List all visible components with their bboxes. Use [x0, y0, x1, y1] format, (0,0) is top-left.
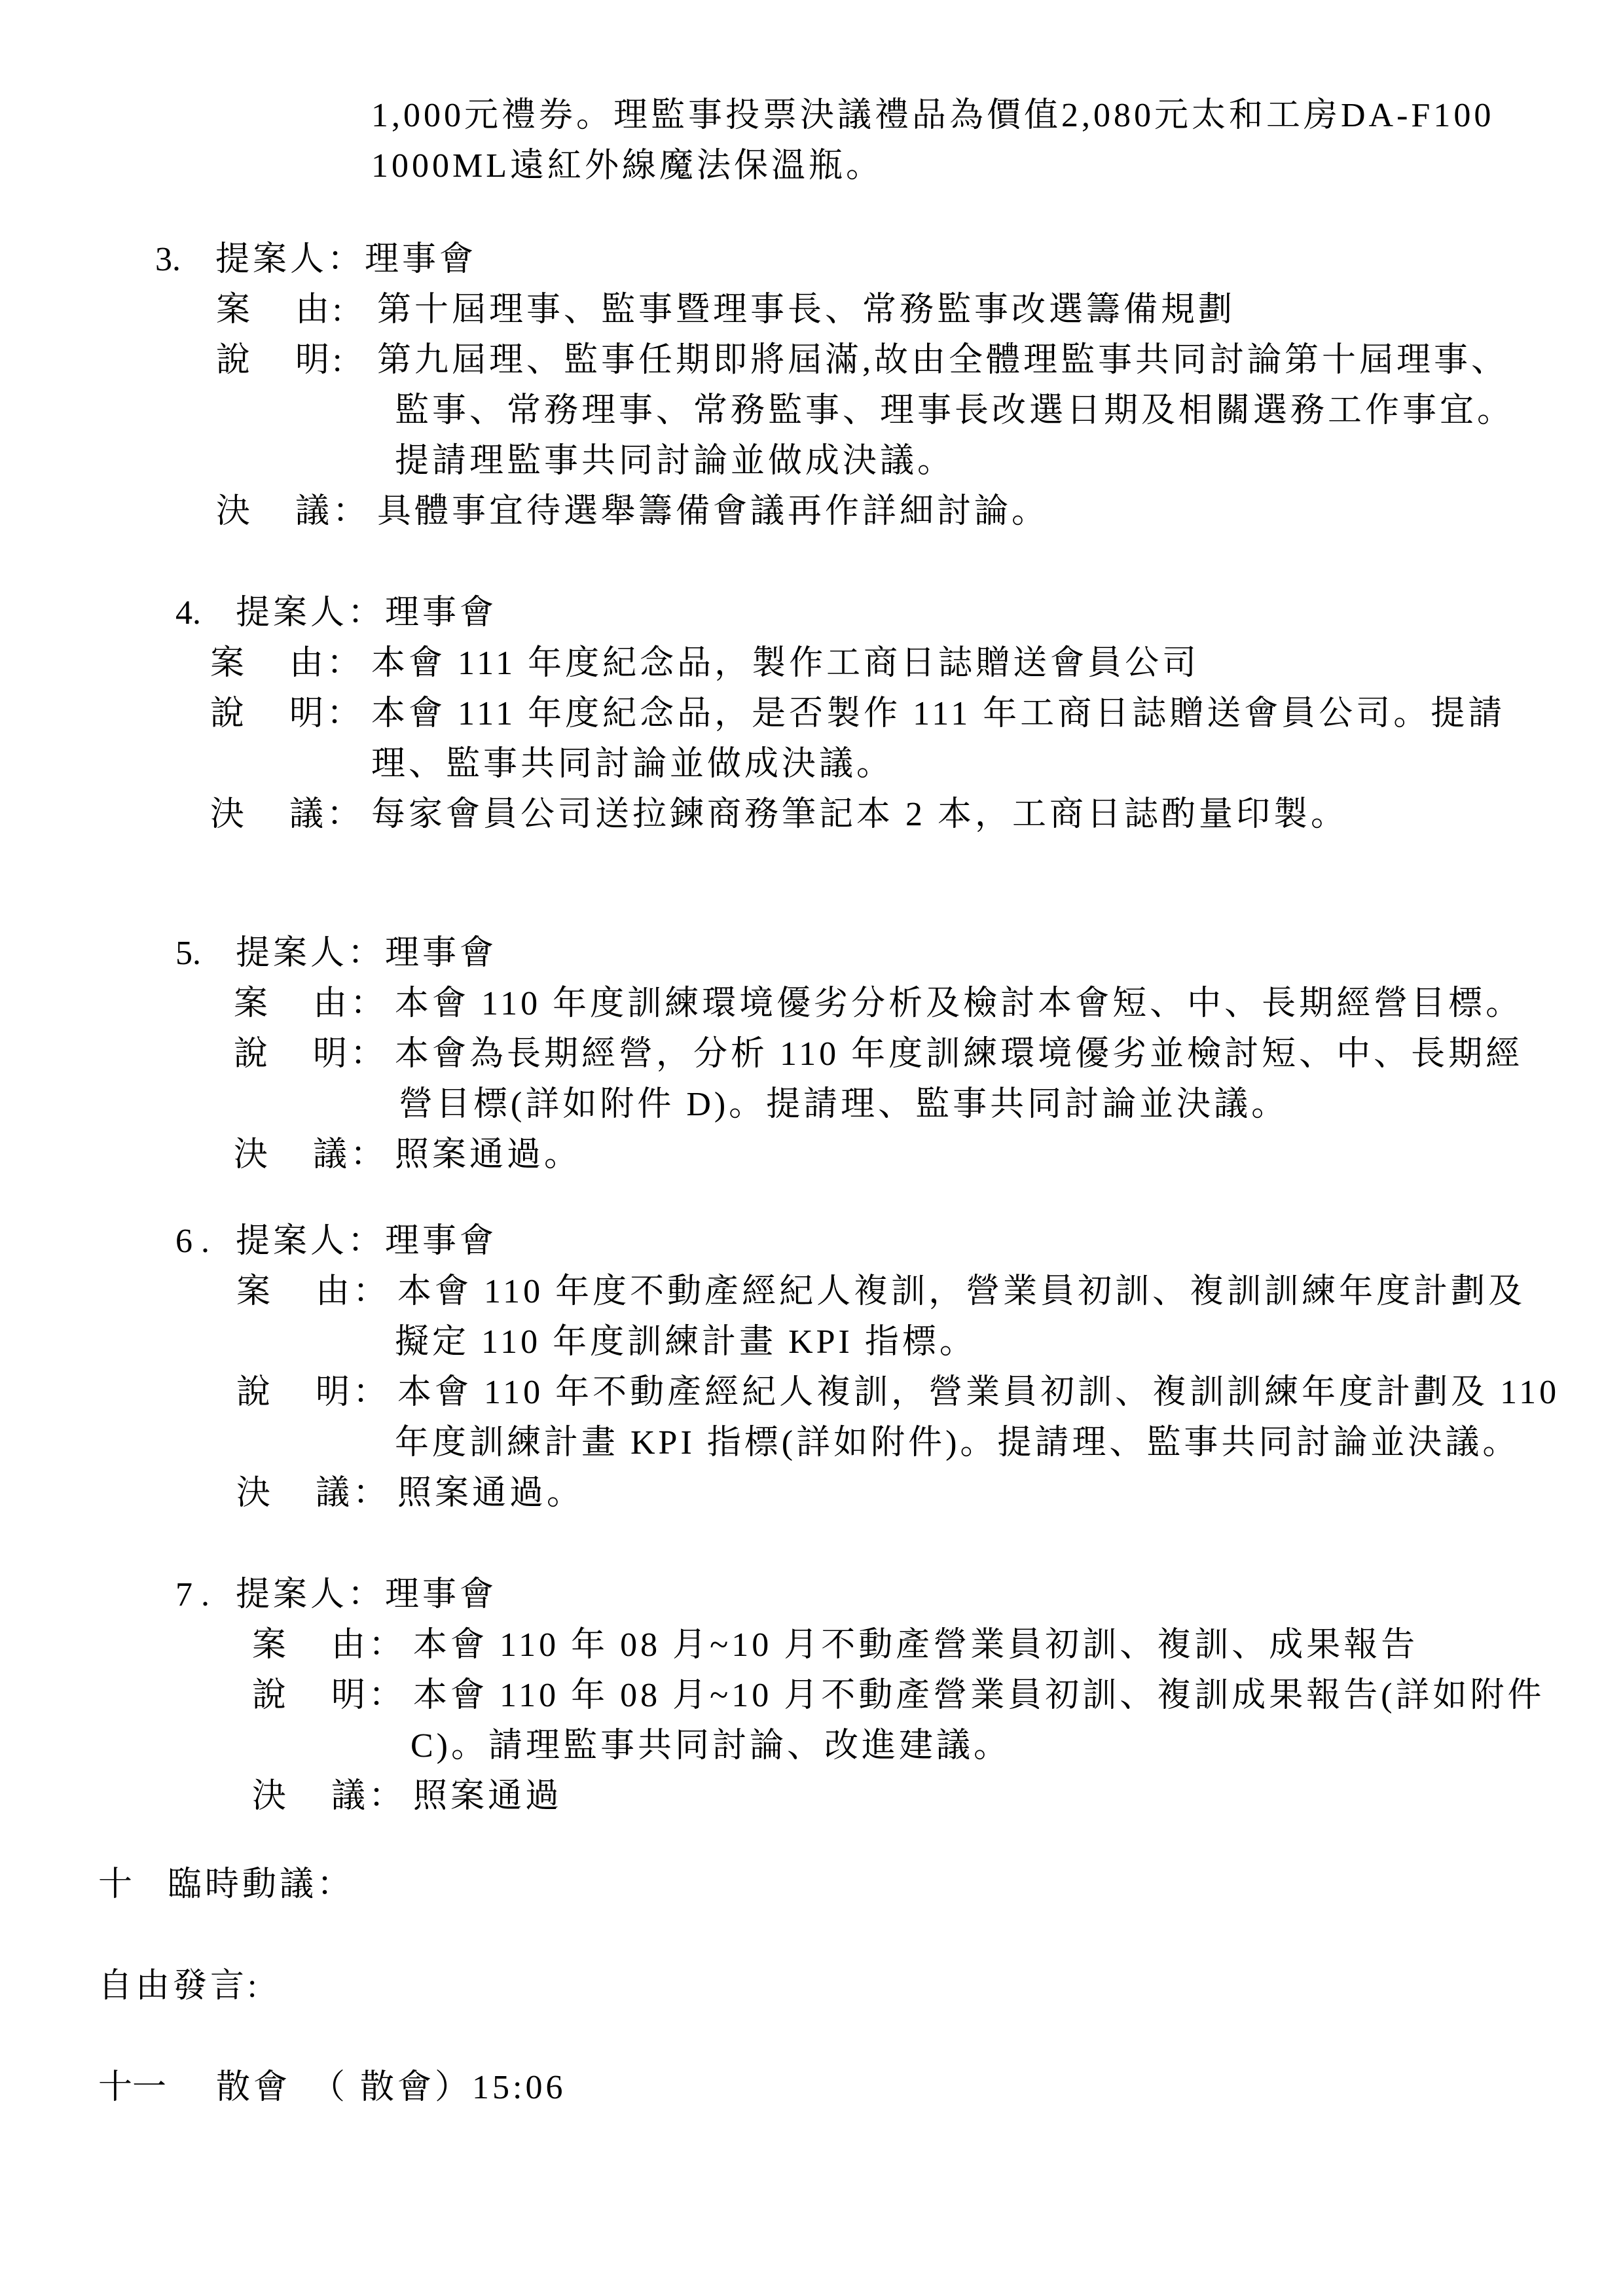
proposal-number: 6 .	[175, 1223, 210, 1260]
row-text: 具體事宜待選舉籌備會議再作詳細討論。	[377, 493, 1049, 530]
proposal-number: 4.	[175, 594, 201, 632]
note-row	[0, 1367, 1623, 1418]
proposer-label: 提案人：理事會	[236, 1223, 498, 1260]
row-text: 本會 110 年 08 月~10 月不動產營業員初訓、複訓、成果報告	[413, 1626, 1419, 1664]
case-row	[0, 638, 1623, 689]
case-row	[0, 1620, 1623, 1670]
proposal-4	[0, 588, 1623, 840]
wrap-line: 擬定 110 年度訓練計畫 KPI 指標。	[395, 1323, 977, 1361]
proposal-number: 3.	[155, 241, 181, 278]
proposer-label: 提案人：理事會	[236, 1576, 498, 1613]
row-label	[234, 1130, 395, 1180]
row-label-left: 案	[210, 645, 248, 682]
row-label-left: 案	[236, 1273, 274, 1310]
motions-line	[0, 1859, 1623, 1910]
row-label-right: 由：	[289, 645, 365, 682]
note-row	[0, 1670, 1623, 1721]
row-label	[236, 1266, 397, 1317]
proposer-label: 提案人：理事會	[236, 594, 498, 632]
proposal-5	[0, 928, 1623, 1180]
row-label	[210, 789, 371, 840]
row-label-left: 決	[210, 796, 248, 833]
case-row	[0, 285, 1623, 335]
continuation-line: 1,000元禮券。理監事投票決議禮品為價值2,080元太和工房DA-F100	[371, 97, 1495, 134]
case-row	[0, 978, 1623, 1029]
row-text: 本會 110 年度不動產經紀人複訓，營業員初訓、複訓訓練年度計劃及	[397, 1273, 1526, 1310]
wrap-line: 營目標(詳如附件 D)。提請理、監事共同討論並決議。	[399, 1086, 1289, 1123]
proposal-header-line	[0, 588, 1623, 638]
row-label-left: 決	[252, 1778, 290, 1815]
row-label	[216, 486, 377, 537]
proposer-label: 提案人：理事會	[236, 935, 498, 972]
row-text: 照案通過	[413, 1778, 563, 1815]
resolution-row	[0, 1771, 1623, 1821]
resolution-row	[0, 1468, 1623, 1518]
wrap-line: C)。請理監事共同討論、改進建議。	[410, 1727, 1012, 1765]
resolution-row	[0, 486, 1623, 537]
free-speech-line: 自由發言:	[98, 1967, 261, 2005]
row-label-right: 明：	[289, 695, 365, 732]
row-label	[252, 1670, 413, 1721]
row-label	[210, 638, 371, 689]
row-label-right: 議：	[289, 796, 365, 833]
proposal-header-line	[0, 928, 1623, 978]
note-row	[0, 335, 1623, 386]
row-label-right: 議：	[313, 1136, 388, 1174]
row-label-left: 決	[216, 493, 254, 530]
wrap-line: 監事、常務理事、常務監事、理事長改選日期及相關選務工作事宜。	[395, 392, 1515, 429]
row-label-left: 說	[210, 695, 248, 732]
row-text: 本會 110 年度訓練環境優劣分析及檢討本會短、中、長期經營目標。	[395, 985, 1523, 1022]
wrap-line: 年度訓練計畫 KPI 指標(詳如附件)。提請理、監事共同討論並決議。	[395, 1424, 1520, 1462]
proposal-number: 5.	[175, 935, 201, 972]
proposal-header-line	[0, 234, 1623, 285]
row-label-right: 明:	[295, 342, 346, 379]
resolution-row	[0, 789, 1623, 840]
row-text: 本會 110 年 08 月~10 月不動產營業員初訓、複訓成果報告(詳如附件	[413, 1677, 1545, 1714]
row-label-right: 議：	[331, 1778, 407, 1815]
row-text: 第十屆理事、監事暨理事長、常務監事改選籌備規劃	[377, 291, 1236, 329]
row-text: 每家會員公司送拉鍊商務筆記本 2 本，工商日誌酌量印製。	[371, 796, 1349, 833]
row-label-right: 由：	[331, 1626, 407, 1664]
wrap-line: 理、監事共同討論並做成決議。	[371, 745, 894, 783]
wrap-line: 提請理監事共同討論並做成決議。	[395, 442, 955, 480]
proposal-6	[0, 1216, 1623, 1518]
continuation-line: 1000ML遠紅外線魔法保溫瓶。	[371, 147, 884, 185]
row-label	[234, 978, 395, 1029]
row-label-left: 案	[216, 291, 254, 329]
row-label-right: 議：	[316, 1475, 391, 1512]
resolution-row	[0, 1130, 1623, 1180]
row-label-right: 由：	[313, 985, 388, 1022]
proposal-header-line	[0, 1216, 1623, 1266]
row-label	[236, 1367, 397, 1418]
row-label-right: 由:	[295, 291, 346, 329]
row-label	[252, 1771, 413, 1821]
row-label-right: 由：	[316, 1273, 391, 1310]
row-label-left: 案	[234, 985, 272, 1022]
row-label	[234, 1029, 395, 1079]
note-row	[0, 689, 1623, 739]
proposal-number: 7 .	[175, 1576, 210, 1613]
row-label-right: 明：	[316, 1374, 391, 1411]
proposal-header-line	[0, 1570, 1623, 1620]
row-label	[210, 689, 371, 739]
note-row	[0, 1029, 1623, 1079]
row-label-left: 說	[234, 1035, 272, 1073]
proposer-label: 提案人：理事會	[215, 241, 477, 278]
row-label	[216, 335, 377, 386]
row-label-right: 議：	[295, 493, 371, 530]
motions-text: 臨時動議：	[168, 1866, 355, 1903]
row-label-left: 決	[236, 1475, 274, 1512]
proposal-7	[0, 1570, 1623, 1821]
row-text: 照案通過。	[397, 1475, 585, 1512]
row-label-left: 說	[252, 1677, 290, 1714]
row-label-left: 決	[234, 1136, 272, 1174]
row-text: 本會 110 年不動產經紀人複訓，營業員初訓、複訓訓練年度計劃及 110	[397, 1374, 1560, 1411]
row-text: 本會 111 年度紀念品，製作工商日誌贈送會員公司	[371, 645, 1200, 682]
case-row	[0, 1266, 1623, 1317]
continuation-paragraph	[0, 90, 1623, 191]
adjournment-text: 散會 （ 散會）15:06	[216, 2069, 566, 2106]
row-label	[216, 285, 377, 335]
row-text: 第九屆理、監事任期即將屆滿,故由全體理監事共同討論第十屆理事、	[377, 342, 1509, 379]
row-label-right: 明：	[313, 1035, 388, 1073]
row-label	[252, 1620, 413, 1670]
row-text: 本會為長期經營，分析 110 年度訓練環境優劣並檢討短、中、長期經	[395, 1035, 1523, 1073]
row-text: 照案通過。	[395, 1136, 582, 1174]
row-label	[236, 1468, 397, 1518]
row-label-left: 說	[216, 342, 254, 379]
row-text: 本會 111 年度紀念品，是否製作 111 年工商日誌贈送會員公司。提請	[371, 695, 1506, 732]
motions-number: 十	[98, 1866, 133, 1903]
row-label-right: 明：	[331, 1677, 407, 1714]
adjournment-number: 十一	[98, 2069, 167, 2106]
adjournment-line	[0, 2062, 1623, 2113]
proposal-3	[0, 234, 1623, 537]
row-label-left: 說	[236, 1374, 274, 1411]
row-label-left: 案	[252, 1626, 290, 1664]
